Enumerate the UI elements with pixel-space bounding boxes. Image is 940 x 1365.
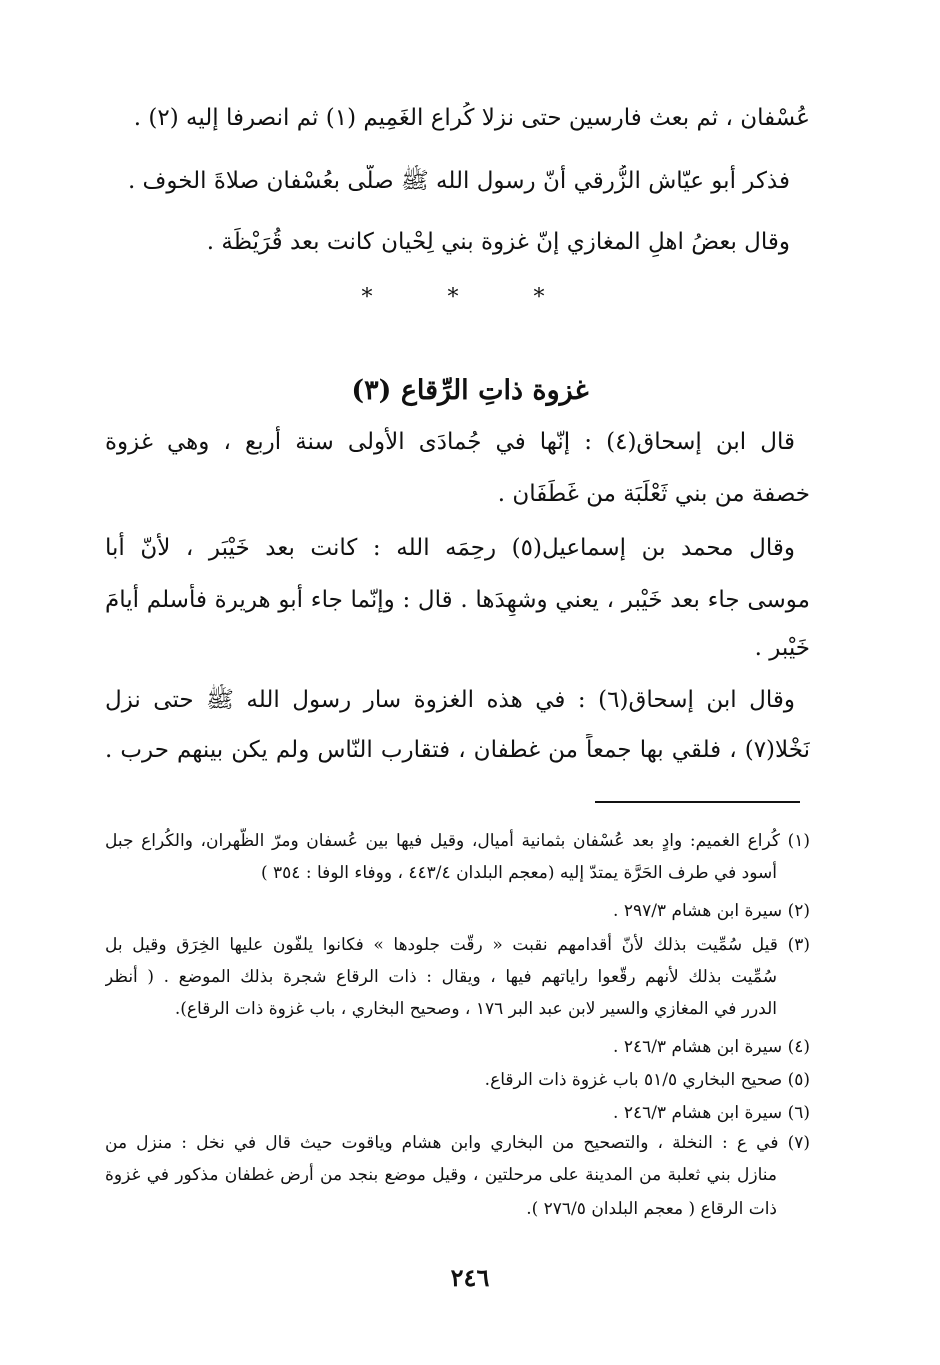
footnote-line-11: منازل بني ثعلبة من المدينة على مرحلتين ، وقيل موضع بنجد من أرض غطفان مذكور في غزوة — [105, 1165, 777, 1185]
footnote-line-1: (١) كُراع الغميم: وادٍ بعد عُسْفان بثمانية أميال، وقيل فيها بين عُسفان ومرّ الظّهران، والكُراع جبل — [105, 831, 810, 851]
footnote-line-3: (٢) سيرة ابن هشام ٢٩٧/٣ . — [613, 901, 810, 921]
body-line-2: فذكر أبو عيّاش الزُّرقي أنّ رسول الله ﷺ صلّى بعُسْفان صلاةَ الخوف . — [127, 168, 790, 194]
footnote-line-4: (٣) قيل سُمِّيت بذلك لأنّ أقدامهم نقبت « رقّت جلودها » فكانوا يلفّون عليها الخِرَق وقيل بل — [105, 935, 810, 955]
section-divider-ornament: * * * — [361, 285, 579, 310]
body-line-3: وقال بعضُ اهلِ المغازي إنّ غزوة بني لِحْيان كانت بعد قُرَيْظَة . — [206, 229, 790, 255]
section-line-6: وقال ابن إسحاق(٦) : في هذه الغزوة سار رسول الله ﷺ حتى نزل — [105, 687, 795, 713]
section-line-1: قال ابن إسحاق(٤) : إنّها في جُمادَى الأولى سنة أربع ، وهي غزوة — [105, 429, 795, 455]
section-line-5: خَيْبر . — [754, 635, 810, 661]
page-number: ٢٤٦ — [450, 1263, 490, 1292]
section-line-3: وقال محمد بن إسماعيل(٥) رحِمَه الله : كانت بعد خَيْبَر ، لأنّ أبا — [105, 535, 795, 561]
footnote-line-8: (٥) صحيح البخاري ٥١/٥ باب غزوة ذات الرقاع. — [484, 1070, 810, 1090]
section-line-2: خصفة من بني ثَعْلَبَة من غَطَفَان . — [497, 481, 810, 507]
body-line-1: عُسْفان ، ثم بعث فارسين حتى نزلا كُراع الغَمِيم (١) ثم انصرفا إليه (٢) . — [133, 105, 810, 131]
footnote-line-5: سُمِّيت بذلك لأنهم رقّعوا راياتهم فيها ، ويقال : ذات الرقاع شجرة بذلك الموضع . ( أنظر — [105, 967, 777, 987]
footnote-line-10: (٧) في ع : النخلة ، والتصحيح من البخاري وابن هشام وياقوت حيث قال في نخل : منزل من — [105, 1133, 810, 1153]
section-line-7: نَخْلا(٧) ، فلقي بها جمعاً من غطفان ، فتقارب النّاس ولم يكن بينهم حرب . — [105, 737, 810, 763]
footnote-line-12: ذات الرقاع ( معجم البلدان ٢٧٦/٥ ). — [526, 1199, 777, 1219]
section-line-4: موسى جاء بعد خَيْبر ، يعني وشهِدَها . قال : وإنّما جاء أبو هريرة فأسلم أيامَ — [105, 587, 810, 613]
footnote-line-7: (٤) سيرة ابن هشام ٢٤٦/٣ . — [613, 1037, 810, 1057]
footnote-line-6: الدرر في المغازي والسير لابن عبد البر ١٧٦ ، وصحيح البخاري ، باب غزوة ذات الرقاع). — [174, 999, 777, 1019]
section-heading: غزوة ذاتِ الرِّقاع (٣) — [351, 375, 589, 406]
footnote-line-2: أسود في طرف الحَرَّة يمتدّ إليه (معجم البلدان ٤٤٣/٤ ، ووفاء الوفا : ٣٥٤ ) — [261, 863, 777, 883]
footnote-line-9: (٦) سيرة ابن هشام ٢٤٦/٣ . — [613, 1103, 810, 1123]
footnote-separator — [595, 801, 800, 803]
